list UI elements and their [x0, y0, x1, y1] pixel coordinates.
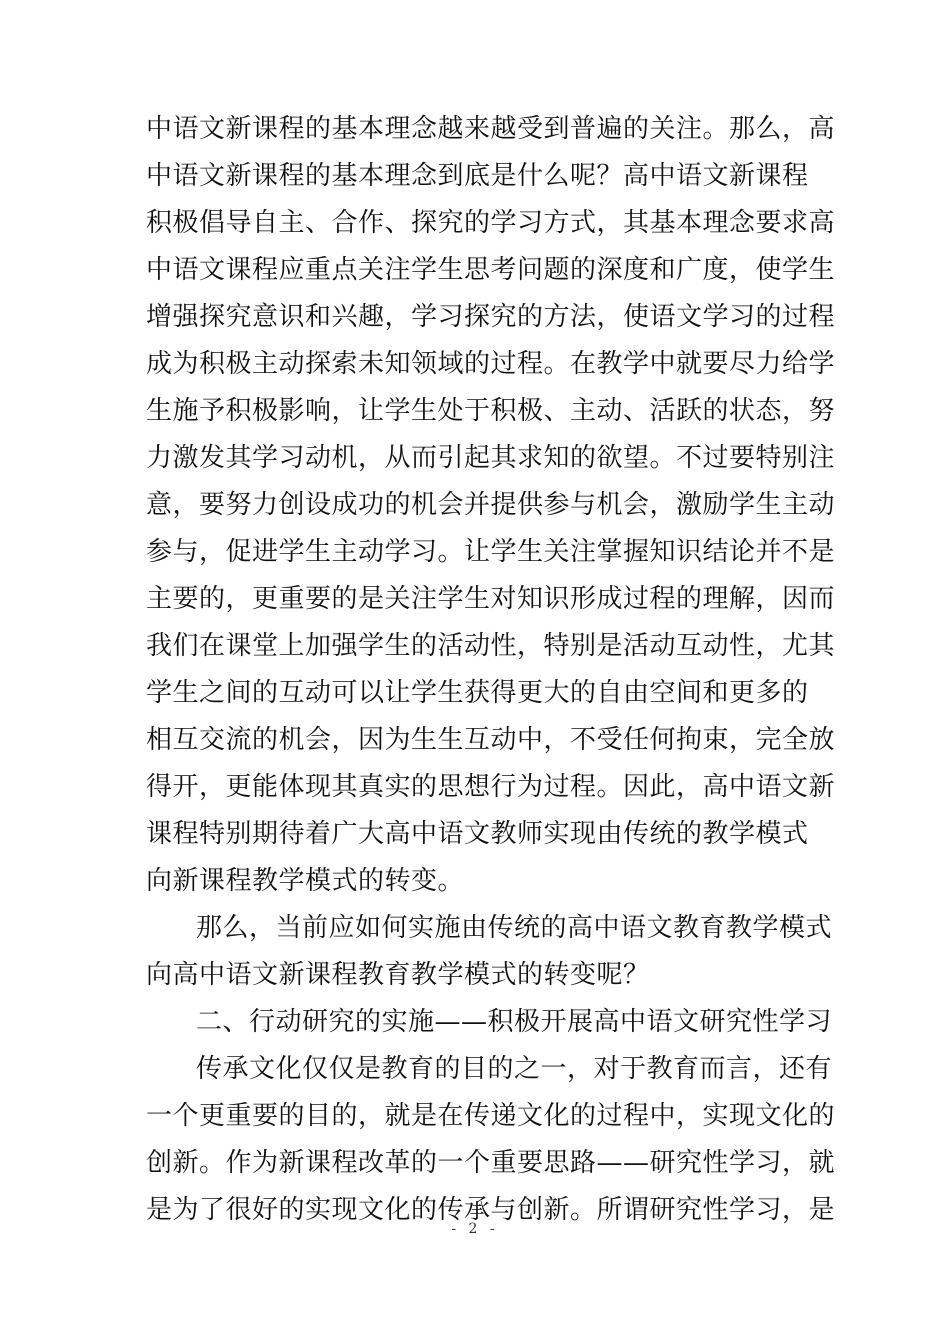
- text-line: 向高中语文新课程教育教学模式的转变呢？: [146, 960, 650, 990]
- text-line: 生施予积极影响，让学生处于积极、主动、活跃的状态，努: [146, 396, 836, 426]
- text-line: 中语文新课程的基本理念越来越受到普遍的关注。那么，高: [146, 114, 836, 144]
- text-line: 得开，更能体现其真实的思想行为过程。因此，高中语文新: [146, 772, 836, 802]
- text-line: 积极倡导自主、合作、探究的学习方式，其基本理念要求高: [146, 208, 836, 238]
- text-line: 二、行动研究的实施——积极开展高中语文研究性学习: [196, 1007, 833, 1037]
- text-line: 创新。作为新课程改革的一个重要思路——研究性学习，就: [146, 1148, 836, 1178]
- text-line: 增强探究意识和兴趣，学习探究的方法，使语文学习的过程: [146, 302, 836, 332]
- text-line: 成为积极主动探索未知领域的过程。在教学中就要尽力给学: [146, 349, 836, 379]
- text-line: 相互交流的机会，因为生生互动中，不受任何拘束，完全放: [146, 725, 836, 755]
- text-line: 参与，促进学生主动学习。让学生关注掌握知识结论并不是: [146, 537, 836, 567]
- text-line: 是为了很好的实现文化的传承与创新。所谓研究性学习，是: [146, 1195, 836, 1225]
- text-line: 课程特别期待着广大高中语文教师实现由传统的教学模式: [146, 819, 809, 849]
- text-line: 传承文化仅仅是教育的目的之一，对于教育而言，还有: [196, 1054, 833, 1084]
- text-line: 中语文课程应重点关注学生思考问题的深度和广度，使学生: [146, 255, 836, 285]
- text-line: 一个更重要的目的，就是在传递文化的过程中，实现文化的: [146, 1101, 836, 1131]
- text-line: 中语文新课程的基本理念到底是什么呢？高中语文新课程: [146, 161, 809, 191]
- text-line: 意，要努力创设成功的机会并提供参与机会，激励学生主动: [146, 490, 836, 520]
- text-line: 向新课程教学模式的转变。: [146, 866, 465, 896]
- page-number: - 2 -: [451, 1221, 499, 1237]
- body-text: [146, 106, 846, 1234]
- text-line: 学生之间的互动可以让学生获得更大的自由空间和更多的: [146, 678, 809, 708]
- text-line: 那么，当前应如何实施由传统的高中语文教育教学模式: [196, 913, 833, 943]
- text-line: 力激发其学习动机，从而引起其求知的欲望。不过要特别注: [146, 443, 836, 473]
- text-line: 我们在课堂上加强学生的活动性，特别是活动互动性，尤其: [146, 631, 836, 661]
- text-line: 主要的，更重要的是关注学生对知识形成过程的理解，因而: [146, 584, 836, 614]
